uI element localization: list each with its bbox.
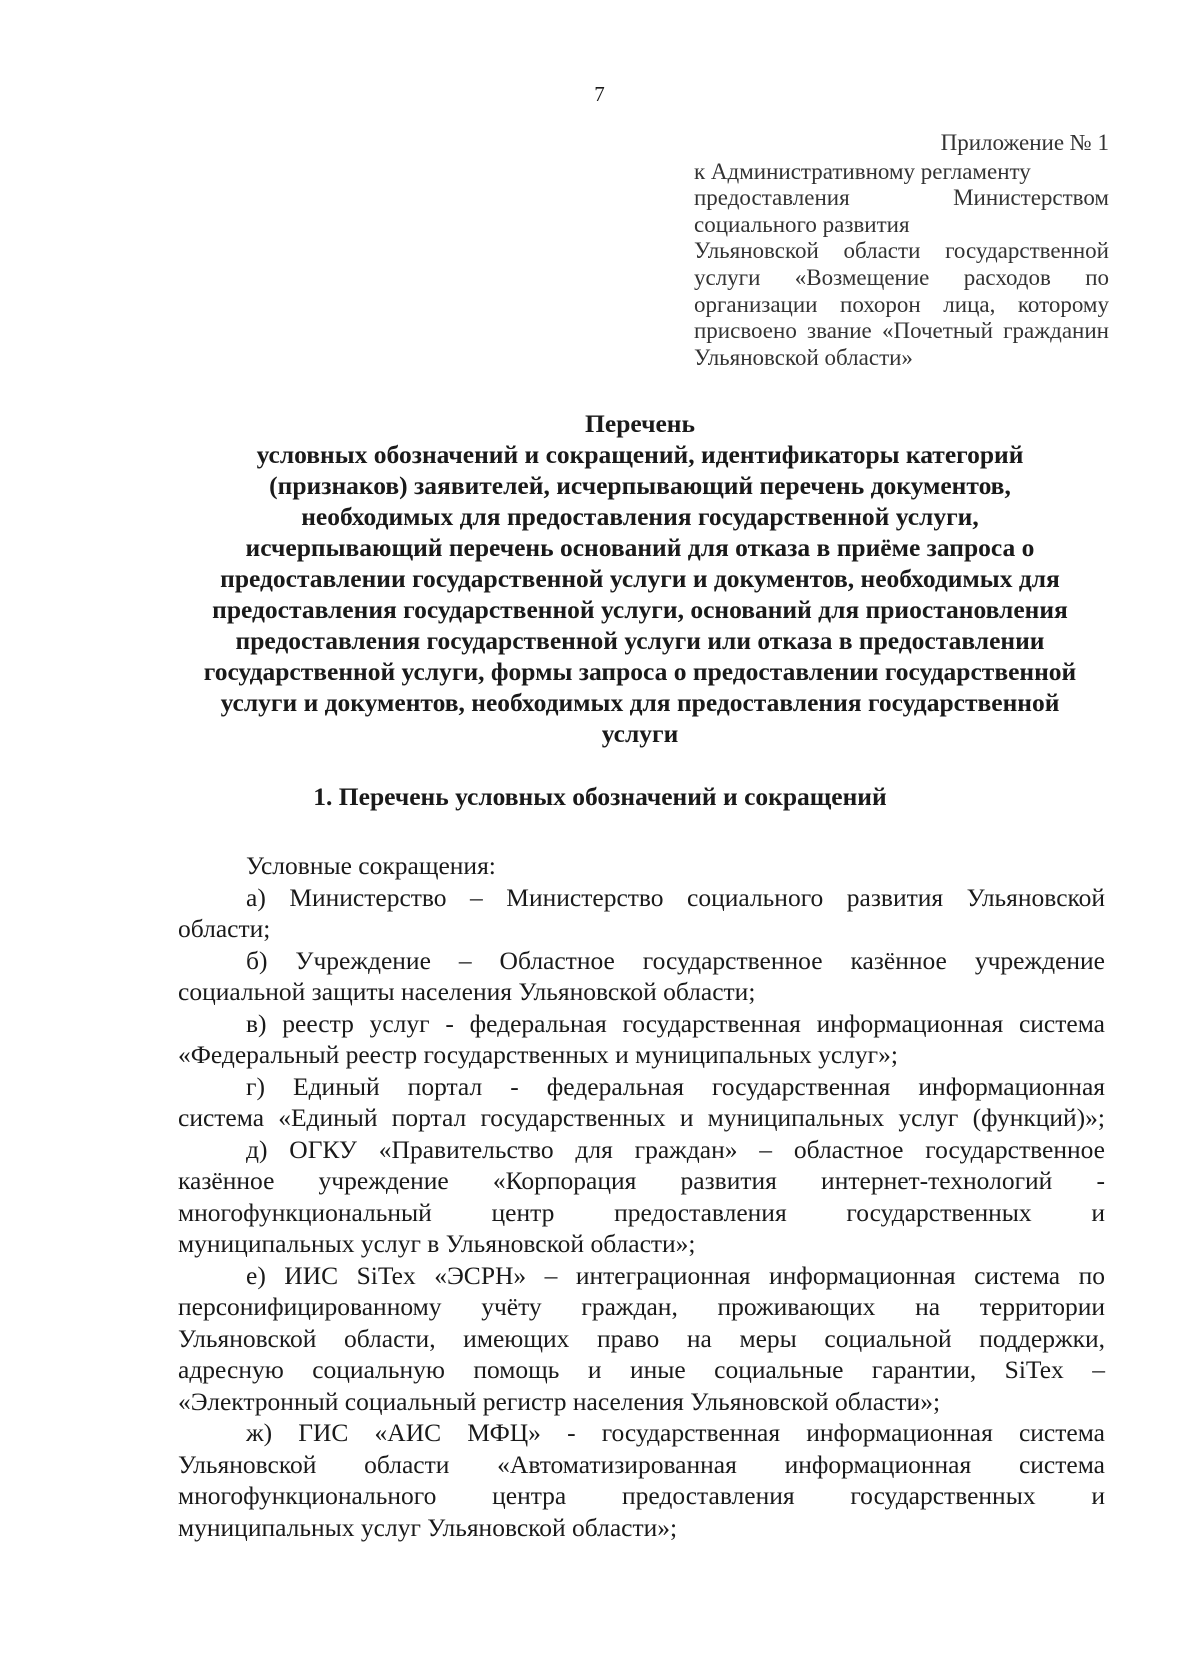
body-line: многофункционального центра предоставления государственных и [178,1481,1105,1510]
title-line: Перечень [585,409,695,438]
body-line: система «Единый портал государственных и муниципальных услуг (функций)»; [178,1103,1105,1132]
appendix-line: организации похорон лица, которому [694,291,1109,317]
page-number: 7 [594,82,606,106]
body-line: а) Министерство – Министерство социального развития Ульяновской [246,882,1105,912]
appendix-line: предоставления Министерством [694,185,1109,211]
document-title [170,408,1110,749]
title-line: условных обозначений и сокращений, идентификаторы категорий [256,440,1024,469]
body-line: «Федеральный реестр государственных и муниципальных услуг»; [178,1040,898,1069]
section-heading: 1. Перечень условных обозначений и сокращений [313,782,887,811]
appendix-line: услуги «Возмещение расходов по [694,264,1109,290]
subheading: Условные сокращения: [246,851,496,880]
appendix-line: присвоено звание «Почетный гражданин [694,318,1109,344]
title-line: предоставления государственной услуги или отказа в предоставлении [235,626,1045,655]
title-line: необходимых для предоставления государственной услуги, [301,502,979,531]
title-line: услуги [601,719,679,748]
body-line: муниципальных услуг Ульяновской области»; [178,1512,678,1542]
appendix-line: Ульяновской области государственной [694,238,1109,264]
body-line: многофункциональный центр предоставления государственных и [178,1197,1105,1227]
title-line: (признаков) заявителей, исчерпывающий перечень документов, [269,471,1011,500]
body-line: Ульяновской области «Автоматизированная информационная система [178,1449,1105,1479]
appendix-line: Ульяновской области» [694,344,913,370]
appendix-block [694,130,1109,371]
title-line: исчерпывающий перечень оснований для отказа в приёме запроса о [245,533,1035,562]
body-line: адресную социальную помощь и иные социальные гарантии, SiTex – [178,1355,1105,1384]
title-line: предоставлении государственной услуги и документов, необходимых для [220,564,1060,593]
body-line: Ульяновской области, имеющих право на меры социальной поддержки, [178,1323,1105,1353]
body-line: е) ИИС SiTex «ЭСРН» – интеграционная информационная система по [246,1260,1105,1290]
appendix-number: Приложение № 1 [940,130,1109,155]
appendix-line: к Административному регламенту [694,158,1031,184]
body-line: персонифицированному учёту граждан, проживающих на территории [178,1292,1105,1321]
body-line: «Электронный социальный регистр населения Ульяновской области»; [178,1386,941,1416]
body-line: б) Учреждение – Областное государственное казённое учреждение [246,945,1105,975]
appendix-line: социального развития [694,211,910,237]
document-body [178,850,1105,1543]
body-line: социальной защиты населения Ульяновской области; [178,977,756,1006]
body-line: муниципальных услуг в Ульяновской области»; [178,1229,696,1258]
title-line: предоставления государственной услуги, оснований для приостановления [212,595,1068,624]
body-line: области; [178,914,271,943]
title-line: государственной услуги, формы запроса о предоставлении государственной [203,657,1077,686]
title-line: услуги и документов, необходимых для предоставления государственной [220,688,1060,717]
body-line: г) Единый портал - федеральная государственная информационная [246,1071,1105,1101]
body-line: ж) ГИС «АИС МФЦ» - государственная информационная система [246,1418,1105,1447]
body-line: казённое учреждение «Корпорация развития интернет-технологий - [178,1166,1105,1195]
body-line: д) ОГКУ «Правительство для граждан» – областное государственное [246,1134,1105,1164]
body-line: в) реестр услуг - федеральная государственная информационная система [246,1008,1105,1038]
